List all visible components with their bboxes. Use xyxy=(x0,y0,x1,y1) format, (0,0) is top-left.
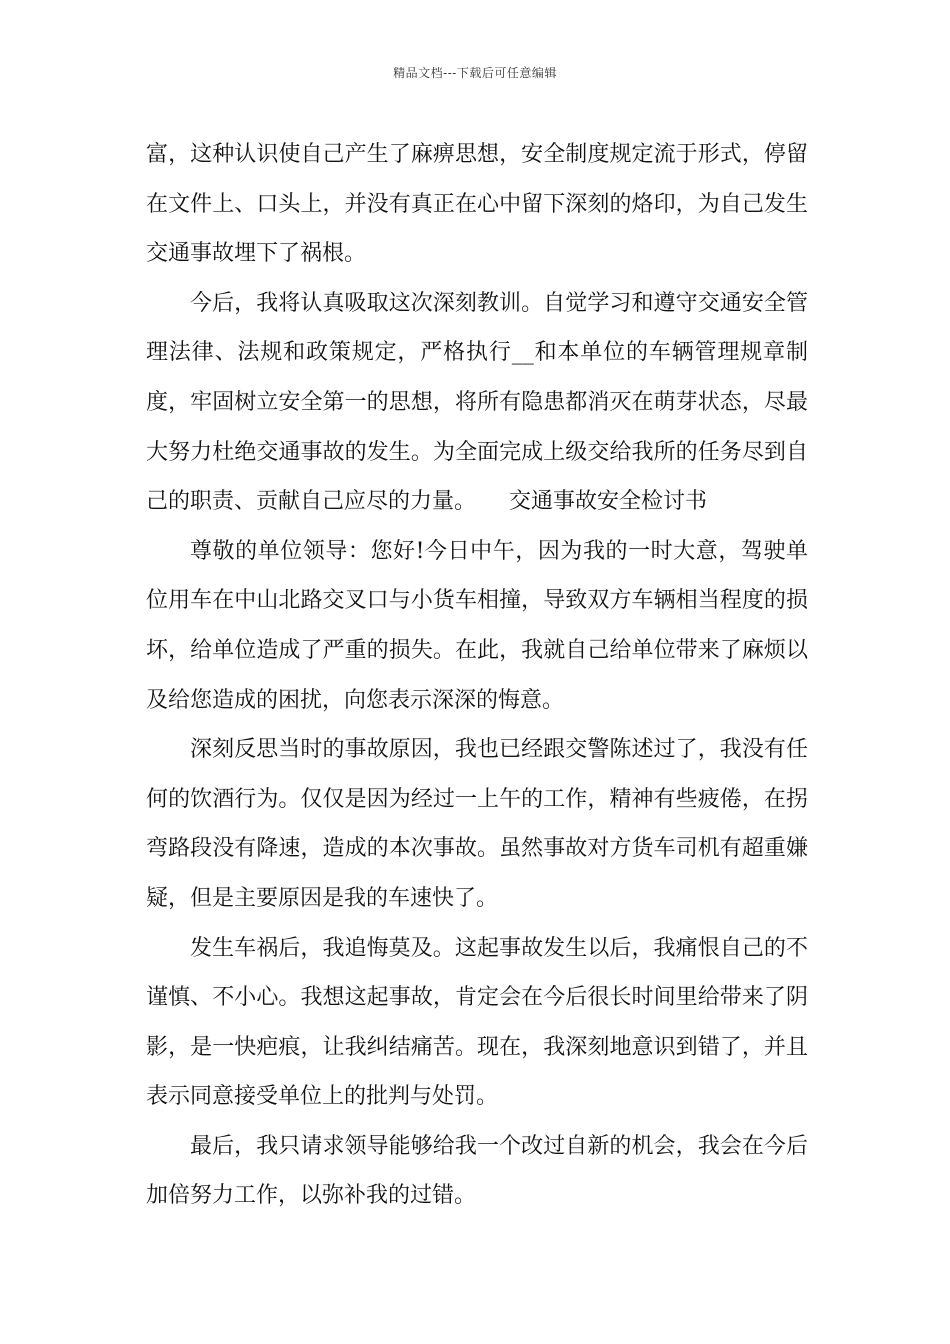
document-body xyxy=(146,130,808,1221)
page-header: 精品文档---下载后可任意编辑 xyxy=(393,66,557,80)
paragraph-3: 尊敬的单位领导：您好!今日中午，因为我的一时大意，驾驶单位用车在中山北路交叉口与小货车相撞，导致双方车辆相当程度的损坏，给单位造成了严重的损失。在此，我就自己给单位带来了麻烦以及给您造成的困扰，向您表示深深的悔意。 xyxy=(146,538,808,713)
paragraph-1: 富，这种认识使自己产生了麻痹思想，安全制度规定流于形式，停留在文件上、口头上，并没有真正在心中留下深刻的烙印，为自己发生交通事故埋下了祸根。 xyxy=(146,142,808,267)
paragraph-5: 发生车祸后，我追悔莫及。这起事故发生以后，我痛恨自己的不谨慎、不小心。我想这起事故，肯定会在今后很长时间里给带来了阴影，是一快疤痕，让我纠结痛苦。现在，我深刻地意识到错了，并且表示同意接受单位上的批判与处罚。 xyxy=(146,935,808,1110)
paragraph-2: 今后，我将认真吸取这次深刻教训。自觉学习和遵守交通安全管理法律、法规和政策规定，严格执行__和本单位的车辆管理规章制度，牢固树立安全第一的思想，将所有隐患都消灭在萌芽状态，尽最大努力杜绝交通事故的发生。为全面完成上级交给我所的任务尽到自己的职责、贡献自己应尽的力量。 交通事故安全检讨书 xyxy=(146,290,808,515)
paragraph-4: 深刻反思当时的事故原因，我也已经跟交警陈述过了，我没有任何的饮酒行为。仅仅是因为经过一上午的工作，精神有些疲倦，在拐弯路段没有降速，造成的本次事故。虽然事故对方货车司机有超重嫌疑，但是主要原因是我的车速快了。 xyxy=(146,737,808,911)
paragraph-6: 最后，我只请求领导能够给我一个改过自新的机会，我会在今后加倍努力工作，以弥补我的过错。 xyxy=(146,1133,808,1209)
